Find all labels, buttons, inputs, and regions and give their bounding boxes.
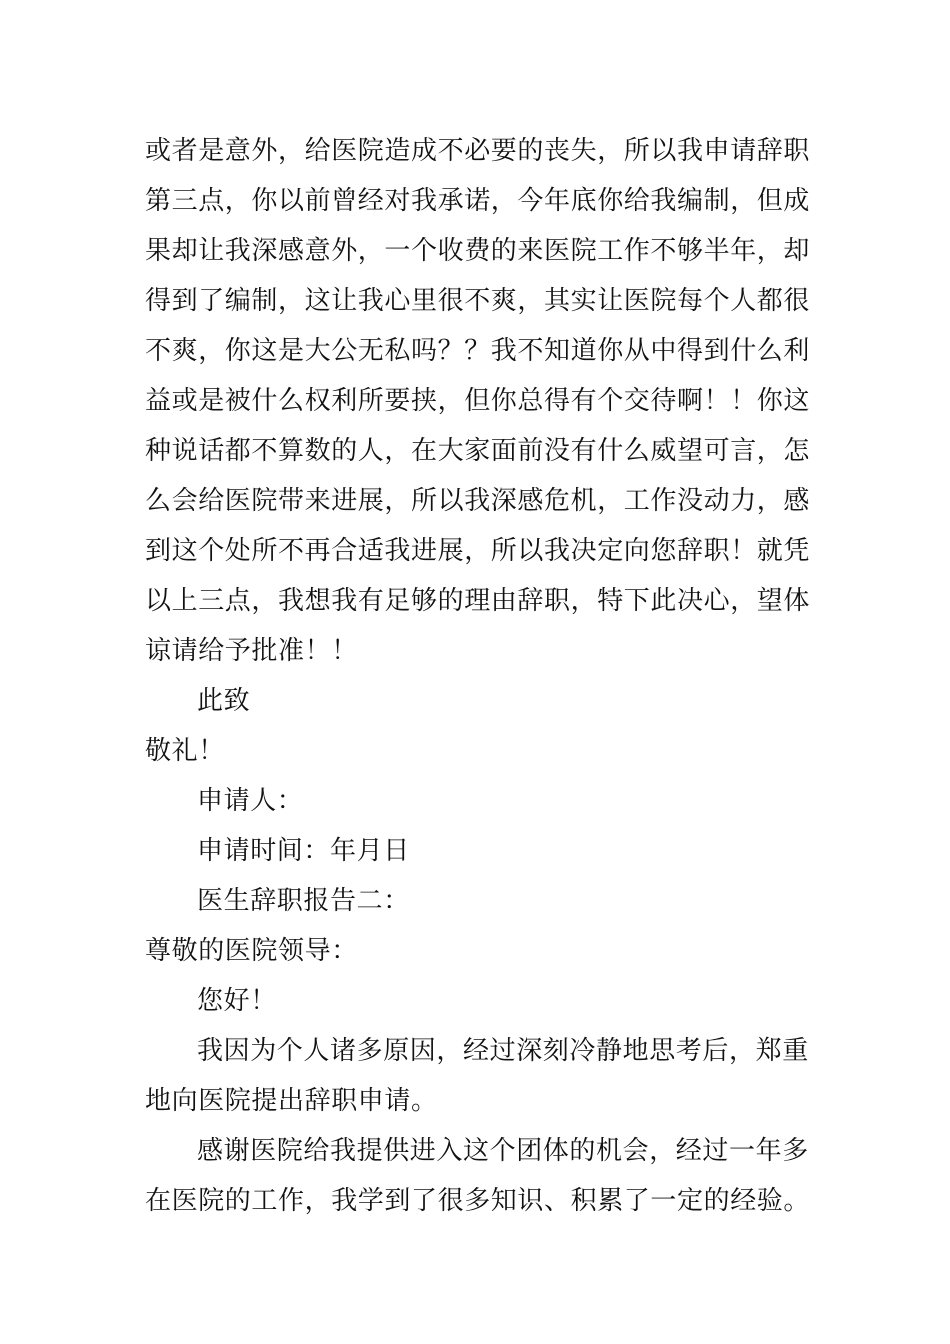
text-line-4: 得到了编制，这让我心里很不爽，其实让医院每个人都很 (145, 286, 811, 316)
text-line-6: 益或是被什么权利所要挟，但你总得有个交待啊！！你这 (145, 386, 811, 416)
text-line-11: 谅请给予批准！！ (145, 636, 358, 666)
letter-addressee: 尊敬的医院领导： (145, 936, 358, 966)
letter-greeting: 您好！ (197, 986, 277, 1016)
text-line-21: 感谢医院给我提供进入这个团体的机会，经过一年多 (197, 1136, 809, 1166)
closing-regards: 敬礼！ (145, 736, 225, 766)
document-page (145, 126, 815, 1226)
text-line-5: 不爽，你这是大公无私吗？？我不知道你从中得到什么利 (145, 336, 811, 366)
text-line-1: 或者是意外，给医院造成不必要的丧失，所以我申请辞职 (145, 136, 811, 166)
text-line-7: 种说话都不算数的人，在大家面前没有什么威望可言，怎 (145, 436, 811, 466)
text-line-10: 以上三点，我想我有足够的理由辞职，特下此决心，望体 (145, 586, 811, 616)
text-line-22: 在医院的工作，我学到了很多知识、积累了一定的经验。 (145, 1186, 811, 1216)
closing-salutation: 此致 (197, 686, 251, 716)
text-line-19: 我因为个人诸多原因，经过深刻冷静地思考后，郑重 (197, 1036, 809, 1066)
text-line-3: 果却让我深感意外，一个收费的来医院工作不够半年，却 (145, 236, 811, 266)
text-line-9: 到这个处所不再合适我进展，所以我决定向您辞职！就凭 (145, 536, 811, 566)
section-heading: 医生辞职报告二： (197, 886, 410, 916)
text-line-20: 地向医院提出辞职申请。 (145, 1086, 438, 1116)
text-line-8: 么会给医院带来进展，所以我深感危机，工作没动力，感 (145, 486, 811, 516)
applicant-label: 申请人： (197, 786, 304, 816)
application-date-label: 申请时间：年月日 (197, 836, 410, 866)
text-line-2: 第三点，你以前曾经对我承诺，今年底你给我编制，但成 (145, 186, 811, 216)
